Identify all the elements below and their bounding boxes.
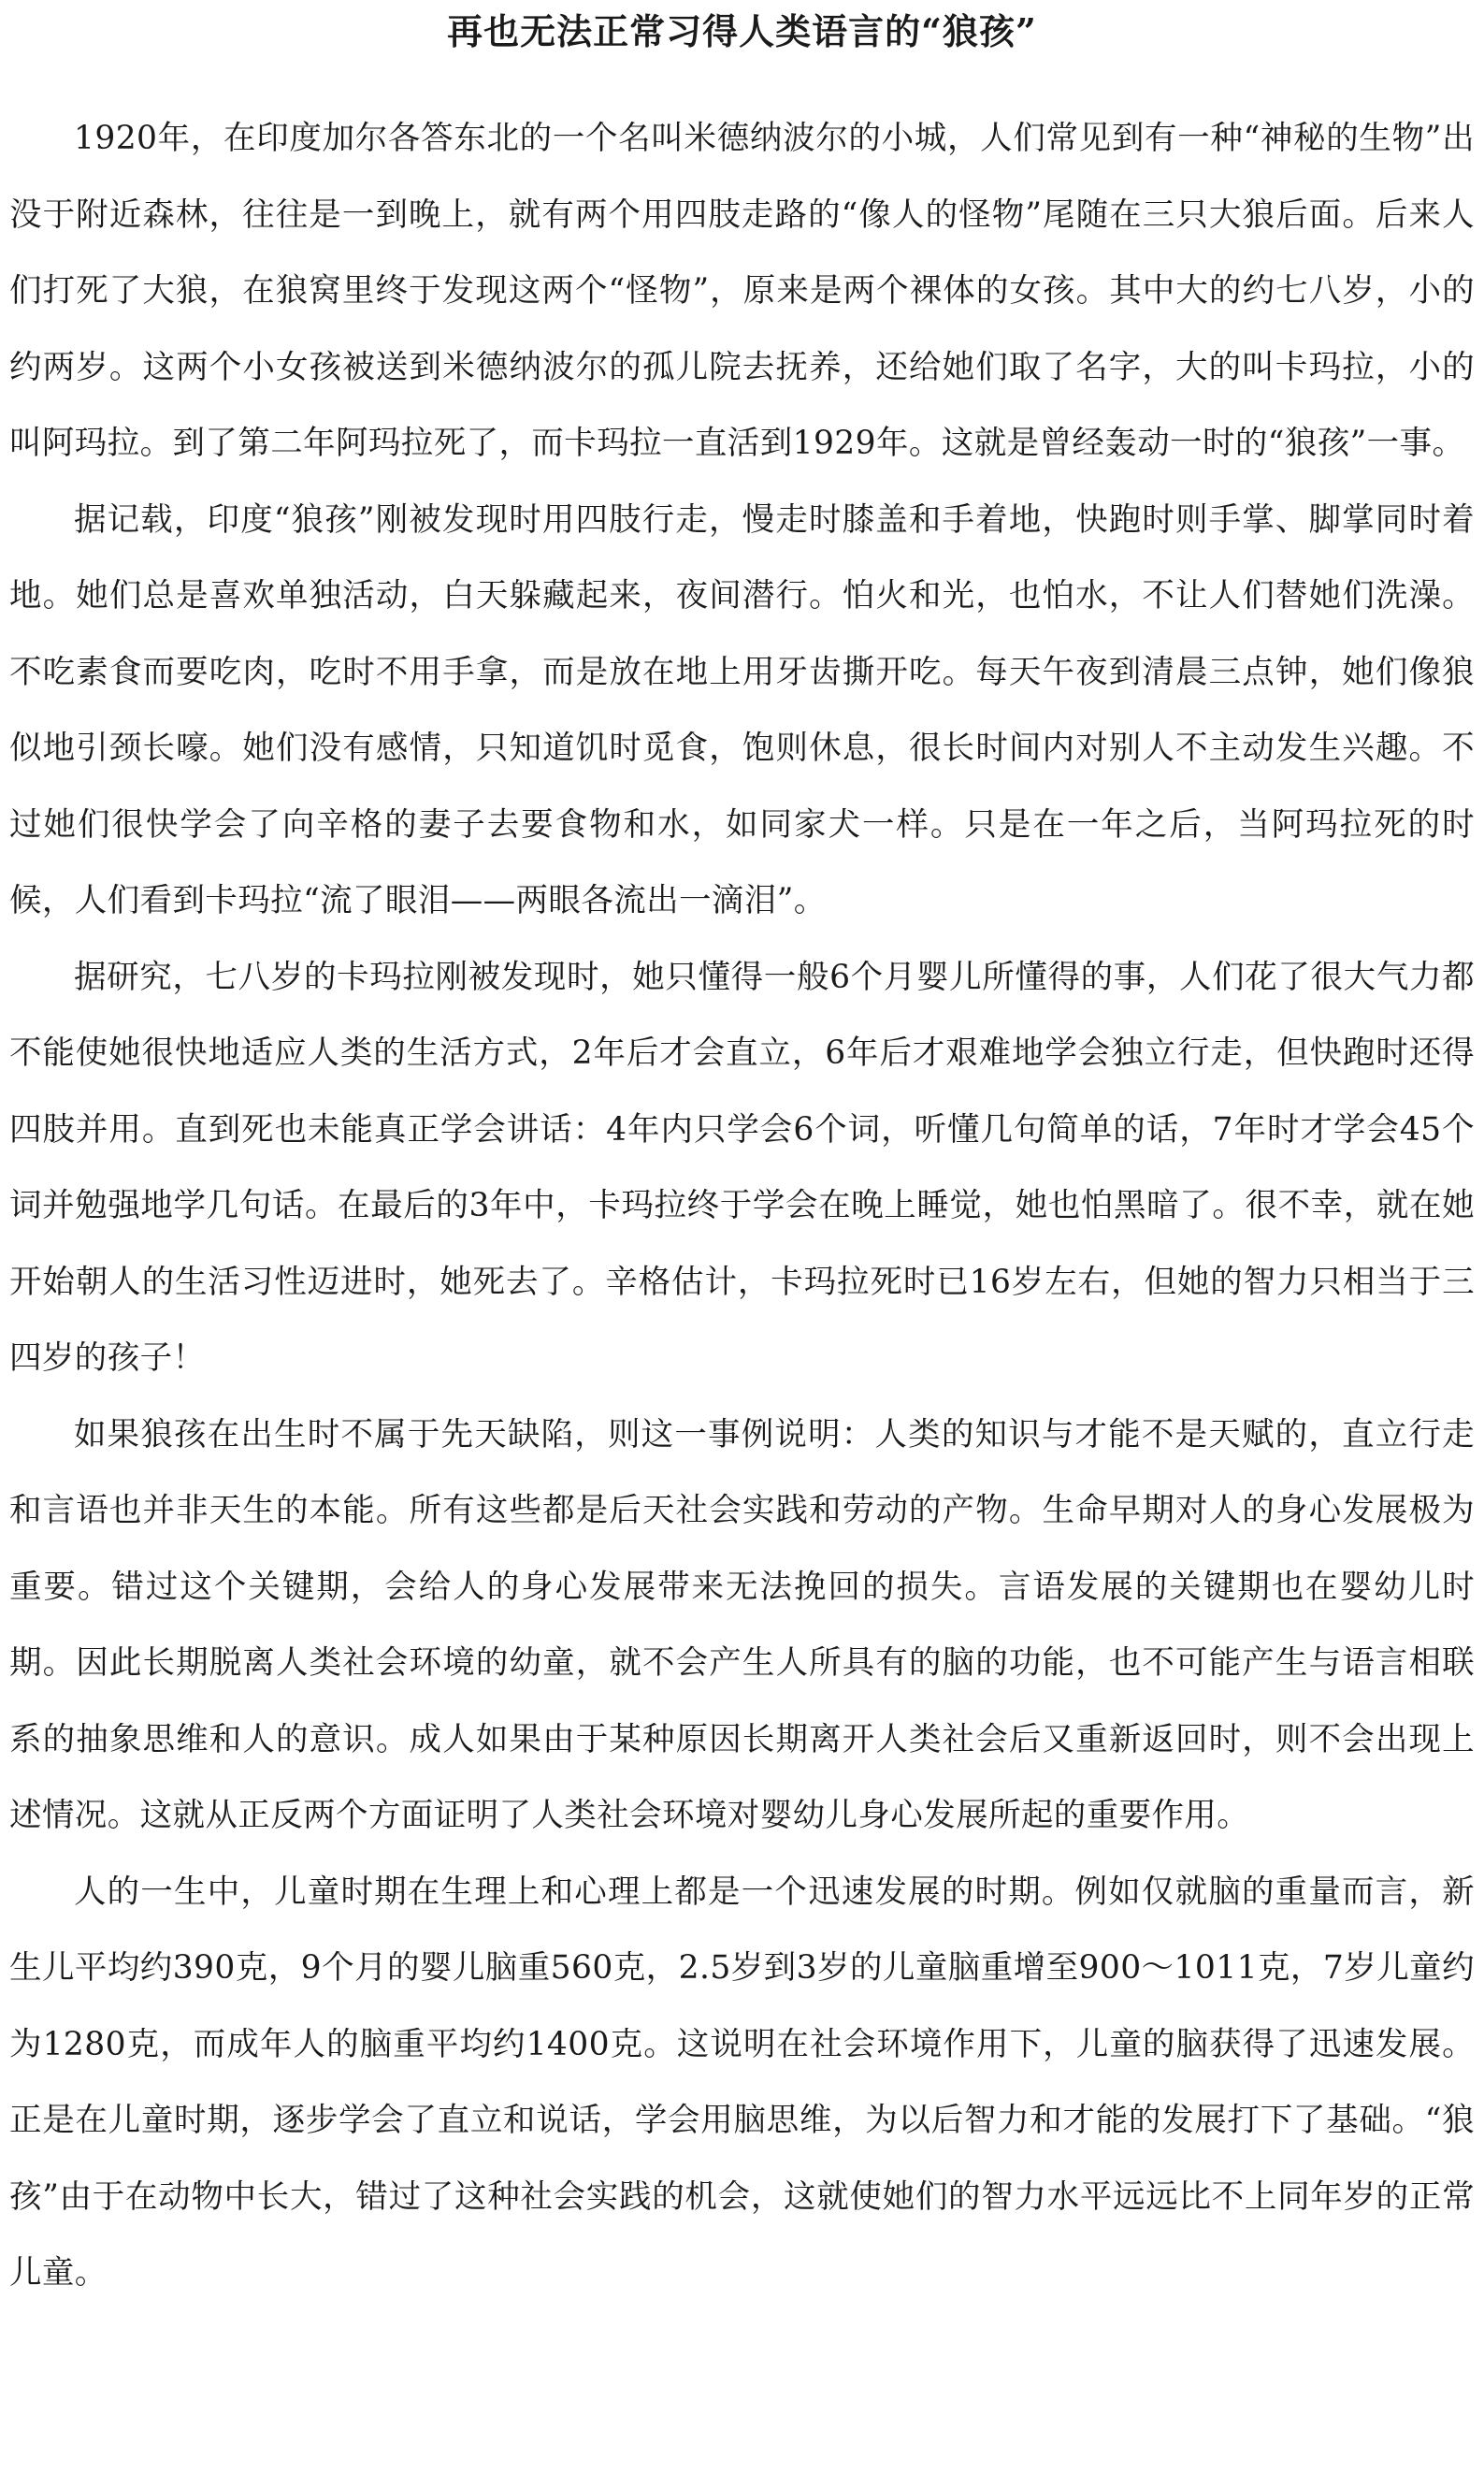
paragraph-2: 据记载，印度“狼孩”刚被发现时用四肢行走，慢走时膝盖和手着地，快跑时则手掌、脚掌同时着地。她们总是喜欢单独活动，白天躲藏起来，夜间潜行。怕火和光，也怕水，不让人们替她们洗澡。不吃素食而要吃肉，吃时不用手拿，而是放在地上用牙齿撕开吃。每天午夜到清晨三点钟，她们像狼似地引颈长嚎。她们没有感情，只知道饥时觅食，饱则休息，很长时间内对别人不主动发生兴趣。不过她们很快学会了向辛格的妻子去要食物和水，如同家犬一样。只是在一年之后，当阿玛拉死的时候，人们看到卡玛拉“流了眼泪——两眼各流出一滴泪”。: [9, 500, 1475, 919]
paragraph-4: 如果狼孩在出生时不属于先天缺陷，则这一事例说明：人类的知识与才能不是天赋的，直立行走和言语也并非天生的本能。所有这些都是后天社会实践和劳动的产物。生命早期对人的身心发展极为重要。错过这个关键期，会给人的身心发展带来无法挽回的损失。言语发展的关键期也在婴幼儿时期。因此长期脱离人类社会环境的幼童，就不会产生人所具有的脑的功能，也不可能产生与语言相联系的抽象思维和人的意识。成人如果由于某种原因长期离开人类社会后又重新返回时，则不会出现上述情况。这就从正反两个方面证明了人类社会环境对婴幼儿身心发展所起的重要作用。: [9, 1415, 1475, 1834]
document-title: 再也无法正常习得人类语言的“狼孩”: [447, 10, 1037, 52]
paragraph-1: 1920年，在印度加尔各答东北的一个名叫米德纳波尔的小城，人们常见到有一种“神秘的生物”出没于附近森林，往往是一到晚上，就有两个用四肢走路的“像人的怪物”尾随在三只大狼后面。后来人们打死了大狼，在狼窝里终于发现这两个“怪物”，原来是两个裸体的女孩。其中大的约七八岁，小的约两岁。这两个小女孩被送到米德纳波尔的孤儿院去抚养，还给她们取了名字，大的叫卡玛拉，小的叫阿玛拉。到了第二年阿玛拉死了，而卡玛拉一直活到1929年。这就是曾经轰动一时的“狼孩”一事。: [9, 120, 1475, 462]
paragraph-3: 据研究，七八岁的卡玛拉刚被发现时，她只懂得一般6个月婴儿所懂得的事，人们花了很大气力都不能使她很快地适应人类的生活方式，2年后才会直立，6年后才艰难地学会独立行走，但快跑时还得四肢并用。直到死也未能真正学会讲话：4年内只学会6个词，听懂几句简单的话，7年时才学会45个词并勉强地学几句话。在最后的3年中，卡玛拉终于学会在晚上睡觉，她也怕黑暗了。很不幸，就在她开始朝人的生活习性迈进时，她死去了。辛格估计，卡玛拉死时已16岁左右，但她的智力只相当于三四岁的孩子！: [9, 958, 1475, 1377]
paragraph-5: 人的一生中，儿童时期在生理上和心理上都是一个迅速发展的时期。例如仅就脑的重量而言，新生儿平均约390克，9个月的婴儿脑重560克，2.5岁到3岁的儿童脑重增至900～1011克，7岁儿童约为1280克，而成年人的脑重平均约1400克。这说明在社会环境作用下，儿童的脑获得了迅速发展。正是在儿童时期，逐步学会了直立和说话，学会用脑思维，为以后智力和才能的发展打下了基础。“狼孩”由于在动物中长大，错过了这种社会实践的机会，这就使她们的智力水平远远比不上同年岁的正常儿童。: [9, 1873, 1475, 2292]
document-body: [9, 101, 1475, 2312]
